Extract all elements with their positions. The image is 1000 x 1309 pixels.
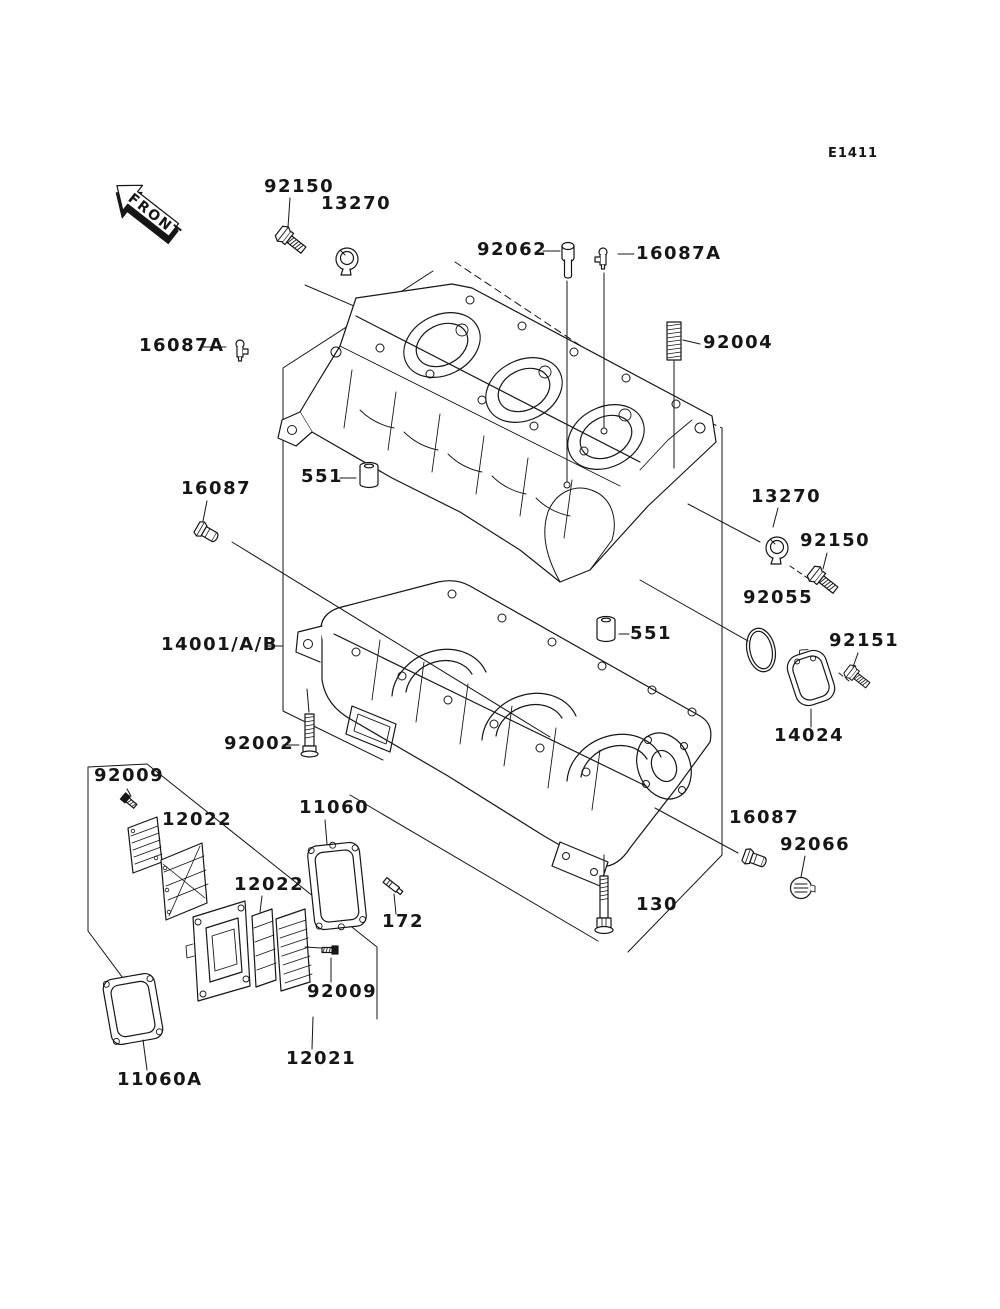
figure-code: E1411 [828, 146, 879, 161]
part-label-92150-top: 92150 [264, 176, 335, 197]
part-label-172: 172 [382, 911, 425, 932]
stud-92004-drawing [667, 322, 681, 360]
part-label-551-lower: 551 [630, 623, 673, 644]
part-label-14024: 14024 [774, 725, 845, 746]
cover-14024-drawing [783, 643, 838, 709]
plate-13270-right-drawing [766, 537, 788, 564]
reed-valve-12022-upper-drawing [161, 843, 208, 920]
part-label-13270-top: 13270 [321, 193, 392, 214]
part-label-11060: 11060 [299, 797, 370, 818]
dowel-551-upper-drawing [360, 463, 378, 488]
part-label-12022-upper: 12022 [162, 809, 233, 830]
oring-92055-drawing [743, 626, 780, 675]
gasket-11060A-drawing [102, 972, 165, 1046]
bolt-92002-drawing [301, 714, 318, 757]
fitting-16087A-left-drawing [236, 340, 248, 361]
plug-16087-lower-drawing [741, 847, 768, 870]
part-label-11060A: 11060A [117, 1069, 203, 1090]
screw-92009-left-drawing [120, 793, 137, 809]
bolt-92151-drawing [842, 663, 872, 691]
part-label-92055: 92055 [743, 587, 814, 608]
part-label-13270-right: 13270 [751, 486, 822, 507]
front-arrow-icon [103, 173, 190, 253]
part-label-16087-lower: 16087 [729, 807, 800, 828]
stud-172-drawing [383, 878, 403, 896]
screw-92009-right-drawing [322, 946, 338, 954]
reed-holder-12021-drawing [186, 901, 250, 1001]
dowel-551-lower-drawing [597, 617, 615, 642]
plug-16087-upper-drawing [193, 520, 221, 545]
reed-valve-12022-lower-drawing [252, 909, 276, 987]
plate-13270-top-drawing [336, 248, 358, 275]
part-label-12021: 12021 [286, 1048, 357, 1069]
part-label-130: 130 [636, 894, 679, 915]
part-label-92009-left: 92009 [94, 765, 165, 786]
part-label-16087-upper: 16087 [181, 478, 252, 499]
part-label-12022-lower: 12022 [234, 874, 305, 895]
part-label-92002: 92002 [224, 733, 295, 754]
part-label-16087A-top: 16087A [636, 243, 722, 264]
part-label-16087A-left: 16087A [139, 335, 225, 356]
part-label-92151: 92151 [829, 630, 900, 651]
bolt-92150-top-drawing [273, 224, 309, 257]
nozzle-92062-drawing [562, 243, 574, 279]
part-label-551-upper: 551 [301, 466, 344, 487]
part-label-92004: 92004 [703, 332, 774, 353]
plug-92066-drawing [791, 878, 816, 899]
gasket-11060-drawing [307, 840, 368, 933]
part-label-92150-right: 92150 [800, 530, 871, 551]
part-label-92066: 92066 [780, 834, 851, 855]
reed-plate-grille-2-drawing [276, 909, 312, 991]
part-label-92009-lower: 92009 [307, 981, 378, 1002]
part-label-14001-A-B: 14001/A/B [161, 634, 278, 655]
fitting-16087A-top-drawing [595, 248, 607, 269]
front-arrow-label: FRONT [124, 190, 185, 243]
part-label-92062: 92062 [477, 239, 548, 260]
reed-plate-grille-1-drawing [128, 817, 162, 873]
